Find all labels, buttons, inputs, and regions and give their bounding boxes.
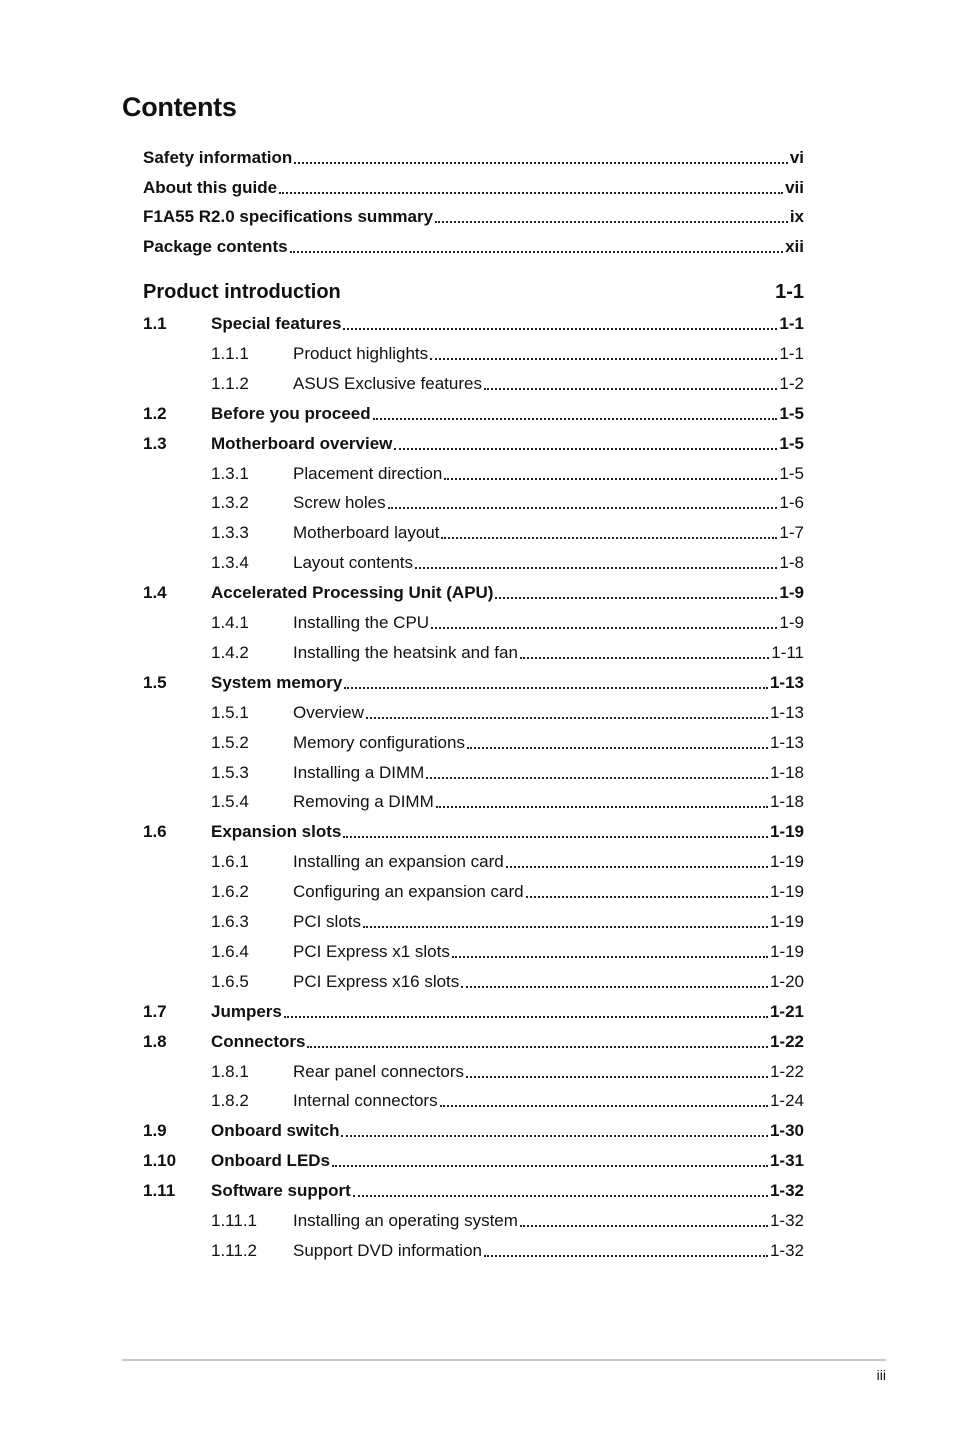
toc-dot-leader (484, 1255, 768, 1257)
toc-entry[interactable] (143, 998, 804, 1022)
toc-entry-title: Rear panel connectors (293, 1061, 465, 1081)
toc-entry-number: 1.3.2 (211, 493, 249, 513)
toc-dot-leader (520, 657, 769, 659)
toc-entry[interactable] (143, 938, 804, 962)
toc-entry[interactable] (143, 310, 804, 334)
toc-entry-title: Connectors (211, 1031, 306, 1051)
toc-entry-title: PCI Express x1 slots (293, 941, 450, 961)
toc-dot-leader (466, 1076, 768, 1078)
toc-entry[interactable] (143, 430, 804, 454)
toc-entry-page: 1-5 (779, 403, 804, 423)
toc-entry-page: 1-1 (779, 314, 804, 333)
toc-entry[interactable] (143, 460, 804, 484)
toc-entry-page: 1-18 (769, 762, 804, 782)
toc-dot-leader (467, 747, 768, 749)
toc-dot-leader (435, 221, 788, 223)
toc-entry-title: Expansion slots (211, 822, 342, 842)
toc-dot-leader (430, 358, 777, 360)
toc-entry-page: 1-5 (779, 463, 804, 483)
toc-entry-title: Configuring an expansion card (293, 882, 524, 902)
toc-entry-page: 1-32 (769, 1181, 804, 1201)
toc-entry-title: F1A55 R2.0 specifications summary (143, 207, 434, 227)
toc-entry-title: Safety information (143, 148, 293, 167)
toc-entry-title: Product highlights (293, 343, 429, 363)
toc-entry-title: Installing an operating system (293, 1211, 518, 1230)
footer-divider (122, 1359, 886, 1361)
toc-entry-title: PCI Express x16 slots (293, 971, 460, 991)
toc-entry-page: 1-13 (769, 672, 804, 692)
toc-entry[interactable] (143, 1237, 804, 1261)
toc-entry-title: PCI slots (293, 912, 362, 931)
toc-entry-number: 1.2 (143, 403, 167, 423)
toc-entry[interactable] (143, 968, 804, 992)
toc-entry-page: 1-8 (779, 553, 804, 573)
toc-entry-number: 1.7 (143, 1001, 167, 1021)
toc-entry-title: Onboard switch (211, 1121, 340, 1141)
toc-entry-title: About this guide (143, 177, 278, 197)
toc-dot-leader (495, 597, 777, 599)
toc-dot-leader (388, 507, 778, 509)
toc-entry[interactable] (143, 489, 804, 513)
toc-entry-number: 1.6.2 (211, 882, 249, 902)
toc-entry[interactable] (143, 788, 804, 812)
toc-entry-number: 1.4.2 (211, 642, 249, 662)
toc-entry[interactable] (143, 370, 804, 394)
toc-entry-page: 1-13 (769, 702, 804, 722)
toc-entry[interactable] (143, 1087, 804, 1111)
toc-entry-number: 1.5.1 (211, 702, 249, 722)
toc-entry-title: Memory configurations (293, 732, 465, 752)
toc-entry-number: 1.1.1 (211, 343, 249, 363)
toc-entry-page: vi (789, 148, 804, 167)
toc-entry-number: 1.9 (143, 1121, 167, 1141)
toc-entry-title: Software support (211, 1181, 351, 1201)
toc-dot-leader (343, 328, 777, 330)
toc-entry[interactable] (143, 908, 804, 932)
toc-entry-page: 1-19 (769, 941, 804, 961)
toc-entry-number: 1.5.3 (211, 762, 249, 782)
toc-entry-page: 1-19 (769, 852, 804, 872)
toc-entry[interactable] (143, 1028, 804, 1052)
toc-entry-number: 1.8.2 (211, 1091, 249, 1111)
toc-entry-page: ix (789, 207, 804, 227)
toc-entry[interactable] (143, 233, 804, 257)
toc-dot-leader (294, 162, 788, 164)
toc-dot-leader (307, 1046, 768, 1048)
toc-entry-page: 1-22 (769, 1031, 804, 1051)
toc-entry-number: 1.11 (143, 1181, 176, 1201)
toc-entry[interactable] (143, 669, 804, 693)
toc-entry[interactable] (143, 848, 804, 872)
toc-entry[interactable] (143, 579, 804, 603)
toc-entry-number: 1.4 (143, 583, 167, 603)
toc-entry-title: Before you proceed (211, 403, 371, 423)
chapter-heading (143, 280, 804, 304)
toc-entry-page: 1-19 (769, 822, 804, 842)
toc-entry-page: xii (785, 237, 804, 257)
toc-entry-page: 1-9 (779, 583, 804, 603)
toc-entry-title: Installing the CPU (293, 613, 430, 632)
toc-entry-page: 1-31 (769, 1151, 804, 1171)
toc-entry-page: 1-7 (779, 523, 804, 543)
toc-entry-number: 1.8.1 (211, 1061, 249, 1081)
toc-entry-page: 1-1 (779, 343, 804, 363)
page-number: iii (876, 1367, 886, 1383)
toc-entry[interactable] (143, 1177, 804, 1201)
toc-dot-leader (426, 777, 768, 779)
toc-entry-number: 1.1 (143, 314, 167, 333)
toc-entry[interactable] (143, 759, 804, 783)
toc-dot-leader (373, 418, 778, 420)
toc-entry-number: 1.3.1 (211, 463, 249, 483)
toc-entry-number: 1.5 (143, 672, 167, 692)
toc-entry[interactable] (143, 400, 804, 424)
toc-entry-page: 1-11 (771, 642, 804, 662)
toc-entry[interactable] (143, 519, 804, 543)
toc-dot-leader (526, 896, 768, 898)
toc-dot-leader (520, 1225, 768, 1227)
toc-entry-page: 1-21 (769, 1001, 804, 1021)
toc-entry-page: 1-20 (769, 971, 804, 991)
toc-entry-page: 1-19 (769, 912, 804, 931)
toc-entry-page: 1-18 (769, 792, 804, 812)
chapter-page: 1-1 (775, 281, 804, 303)
toc-entry-title: Internal connectors (293, 1091, 438, 1111)
toc-entry-page: 1-9 (779, 613, 804, 632)
toc-entry-page: 1-32 (769, 1211, 804, 1230)
toc-dot-leader (506, 866, 768, 868)
chapter-title: Product introduction (143, 281, 341, 303)
toc-entry-title: Placement direction (293, 463, 443, 483)
toc-entry-title: Overview (293, 702, 364, 722)
toc-entry-number: 1.3 (143, 433, 167, 453)
toc-entry-number: 1.6 (143, 822, 167, 842)
toc-entry-title: Accelerated Processing Unit (APU) (211, 583, 494, 603)
toc-entry-title: Motherboard layout (293, 523, 440, 543)
toc-entry-page: 1-24 (769, 1091, 804, 1111)
toc-entry[interactable] (143, 818, 804, 842)
toc-entry-title: Motherboard overview (211, 433, 393, 453)
toc-dot-leader (363, 926, 768, 928)
toc-dot-leader (431, 627, 777, 629)
toc-dot-leader (332, 1165, 768, 1167)
toc-entry-number: 1.10 (143, 1151, 177, 1171)
toc-dot-leader (344, 687, 768, 689)
toc-dot-leader (441, 537, 777, 539)
toc-dot-leader (461, 986, 768, 988)
toc-entry[interactable] (143, 144, 804, 168)
page-title: Contents (122, 92, 237, 122)
toc-entry-title: Jumpers (211, 1001, 282, 1021)
toc-entry-number: 1.11.2 (211, 1240, 258, 1260)
toc-entry-number: 1.6.3 (211, 912, 249, 931)
toc-entry-number: 1.1.2 (211, 373, 249, 393)
toc-entry-title: Special features (211, 314, 342, 333)
toc-entry-page: 1-32 (769, 1240, 804, 1260)
toc-dot-leader (415, 567, 777, 569)
toc-entry-title: ASUS Exclusive features (293, 373, 482, 393)
toc-entry-title: Screw holes (293, 493, 386, 513)
toc-entry-number: 1.6.4 (211, 941, 249, 961)
toc-dot-leader (366, 717, 768, 719)
toc-dot-leader (290, 251, 784, 253)
toc-entry[interactable] (143, 1058, 804, 1082)
toc-dot-leader (343, 836, 768, 838)
toc-entry[interactable] (143, 1117, 804, 1141)
toc-entry-title: Layout contents (293, 553, 414, 573)
toc-entry-page: 1-5 (779, 433, 804, 453)
toc-entry-title: System memory (211, 672, 343, 692)
toc-entry-page: 1-2 (779, 373, 804, 393)
toc-entry-title: Package contents (143, 237, 288, 257)
toc-entry-number: 1.5.2 (211, 732, 249, 752)
toc-entry[interactable] (143, 1207, 804, 1231)
toc-entry-title: Installing a DIMM (293, 762, 425, 782)
toc-entry[interactable] (143, 609, 804, 633)
toc-entry-number: 1.3.4 (211, 553, 249, 573)
toc-entry-page: 1-30 (769, 1121, 804, 1141)
toc-entry[interactable] (143, 340, 804, 364)
toc-entry[interactable] (143, 639, 804, 663)
toc-entry-number: 1.11.1 (211, 1211, 258, 1230)
toc-entry-page: 1-19 (769, 882, 804, 902)
toc-dot-leader (284, 1016, 768, 1018)
toc-entry[interactable] (143, 699, 804, 723)
toc-dot-leader (436, 806, 768, 808)
toc-entry-page: 1-13 (769, 732, 804, 752)
toc-entry-page: 1-22 (769, 1061, 804, 1081)
toc-entry-number: 1.5.4 (211, 792, 249, 812)
toc-entry-number: 1.4.1 (211, 613, 249, 632)
toc-entry-page: vii (785, 177, 804, 197)
toc-entry-title: Installing the heatsink and fan (293, 642, 518, 662)
toc-entry[interactable] (143, 729, 804, 753)
toc-entry-number: 1.6.5 (211, 971, 249, 991)
toc-dot-leader (341, 1135, 768, 1137)
toc-entry-number: 1.8 (143, 1031, 167, 1051)
toc-dot-leader (440, 1105, 768, 1107)
toc-dot-leader (484, 388, 777, 390)
toc-entry-page: 1-6 (779, 493, 804, 513)
toc-entry-title: Onboard LEDs (211, 1151, 331, 1171)
toc-dot-leader (444, 478, 777, 480)
toc-dot-leader (353, 1195, 768, 1197)
toc-entry[interactable] (143, 878, 804, 902)
toc-dot-leader (279, 192, 783, 194)
toc-entry[interactable] (143, 174, 804, 198)
toc-entry-title: Installing an expansion card (293, 852, 504, 872)
toc-entry-title: Support DVD information (293, 1240, 482, 1260)
toc-entry-number: 1.3.3 (211, 523, 249, 543)
toc-entry-title: Removing a DIMM (293, 792, 434, 812)
toc-entry[interactable] (143, 1147, 804, 1171)
toc-entry-number: 1.6.1 (211, 852, 249, 872)
toc-entry[interactable] (143, 549, 804, 573)
toc-dot-leader (394, 448, 777, 450)
toc-entry[interactable] (143, 203, 804, 227)
toc-dot-leader (452, 956, 768, 958)
